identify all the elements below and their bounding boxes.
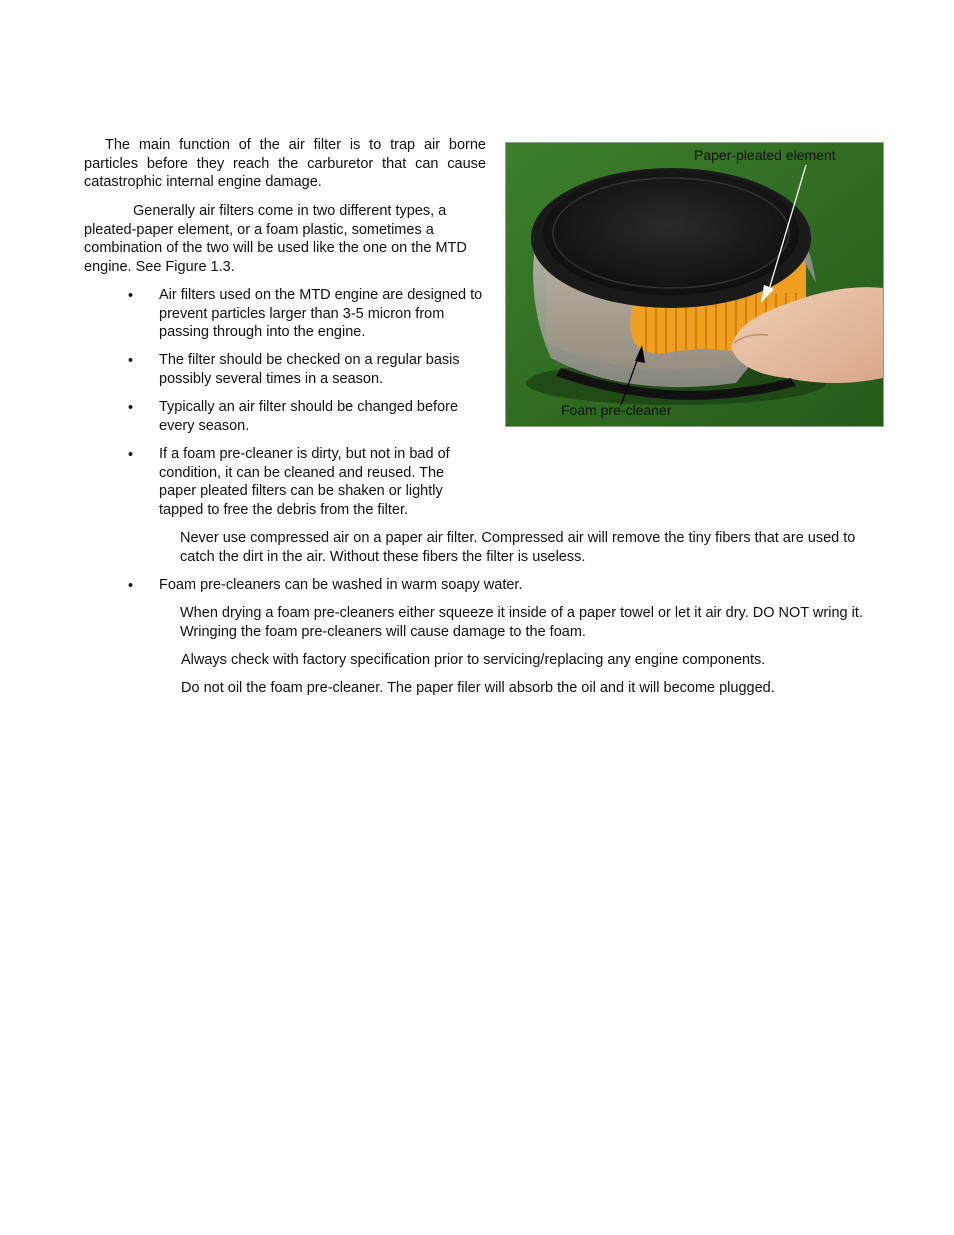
note-do-not-oil: Do not oil the foam pre-cleaner. The paper filer will absorb the oil and it will become plugged. — [181, 680, 775, 696]
bullet-text: If a foam pre-cleaner is dirty, but not in bad of condition, it can be cleaned and reused. The paper pleated filters can be shaken or lightly tapped to free the debris from the filter. — [159, 446, 450, 518]
bullet-marker: • — [128, 447, 134, 463]
air-filter-photo — [506, 143, 883, 426]
bullet-marker: • — [128, 353, 134, 369]
label-paper-pleated-element: Paper-pleated element — [694, 147, 836, 163]
bullet-text: The filter should be checked on a regular basis possibly several times in a season. — [159, 352, 460, 387]
bullet-text: Air filters used on the MTD engine are designed to prevent particles larger than 3-5 micron from passing through into the engine. — [159, 287, 483, 340]
bullet-text: Foam pre-cleaners can be washed in warm soapy water. — [159, 577, 523, 593]
bullet-marker: • — [128, 288, 134, 304]
intro-paragraph-2: Generally air filters come in two different types, a pleated-paper element, or a foam plastic, sometimes a combination of the two will be used like the one on the MTD engine. See Figure 1.3. — [84, 203, 467, 275]
note-factory-spec: Always check with factory specification prior to servicing/replacing any engine components. — [181, 652, 766, 668]
intro-paragraph-1: The main function of the air filter is to trap air borne particles before they reach the carburetor that can cause catastrophic internal engine damage. — [84, 137, 486, 190]
note-drying: When drying a foam pre-cleaners either squeeze it inside of a paper towel or let it air dry. DO NOT wring it. Wringing the foam pre-cleaners will cause damage to the foam. — [180, 605, 863, 640]
figure-air-filter — [505, 142, 884, 427]
bullet-marker: • — [128, 578, 134, 594]
note-compressed-air: Never use compressed air on a paper air filter. Compressed air will remove the tiny fibers that are used to catch the dirt in the air. Without these fibers the filter is useless. — [180, 530, 856, 565]
label-foam-pre-cleaner: Foam pre-cleaner — [561, 402, 672, 418]
bullet-marker: • — [128, 400, 134, 416]
bullet-text: Typically an air filter should be changed before every season. — [159, 399, 459, 434]
